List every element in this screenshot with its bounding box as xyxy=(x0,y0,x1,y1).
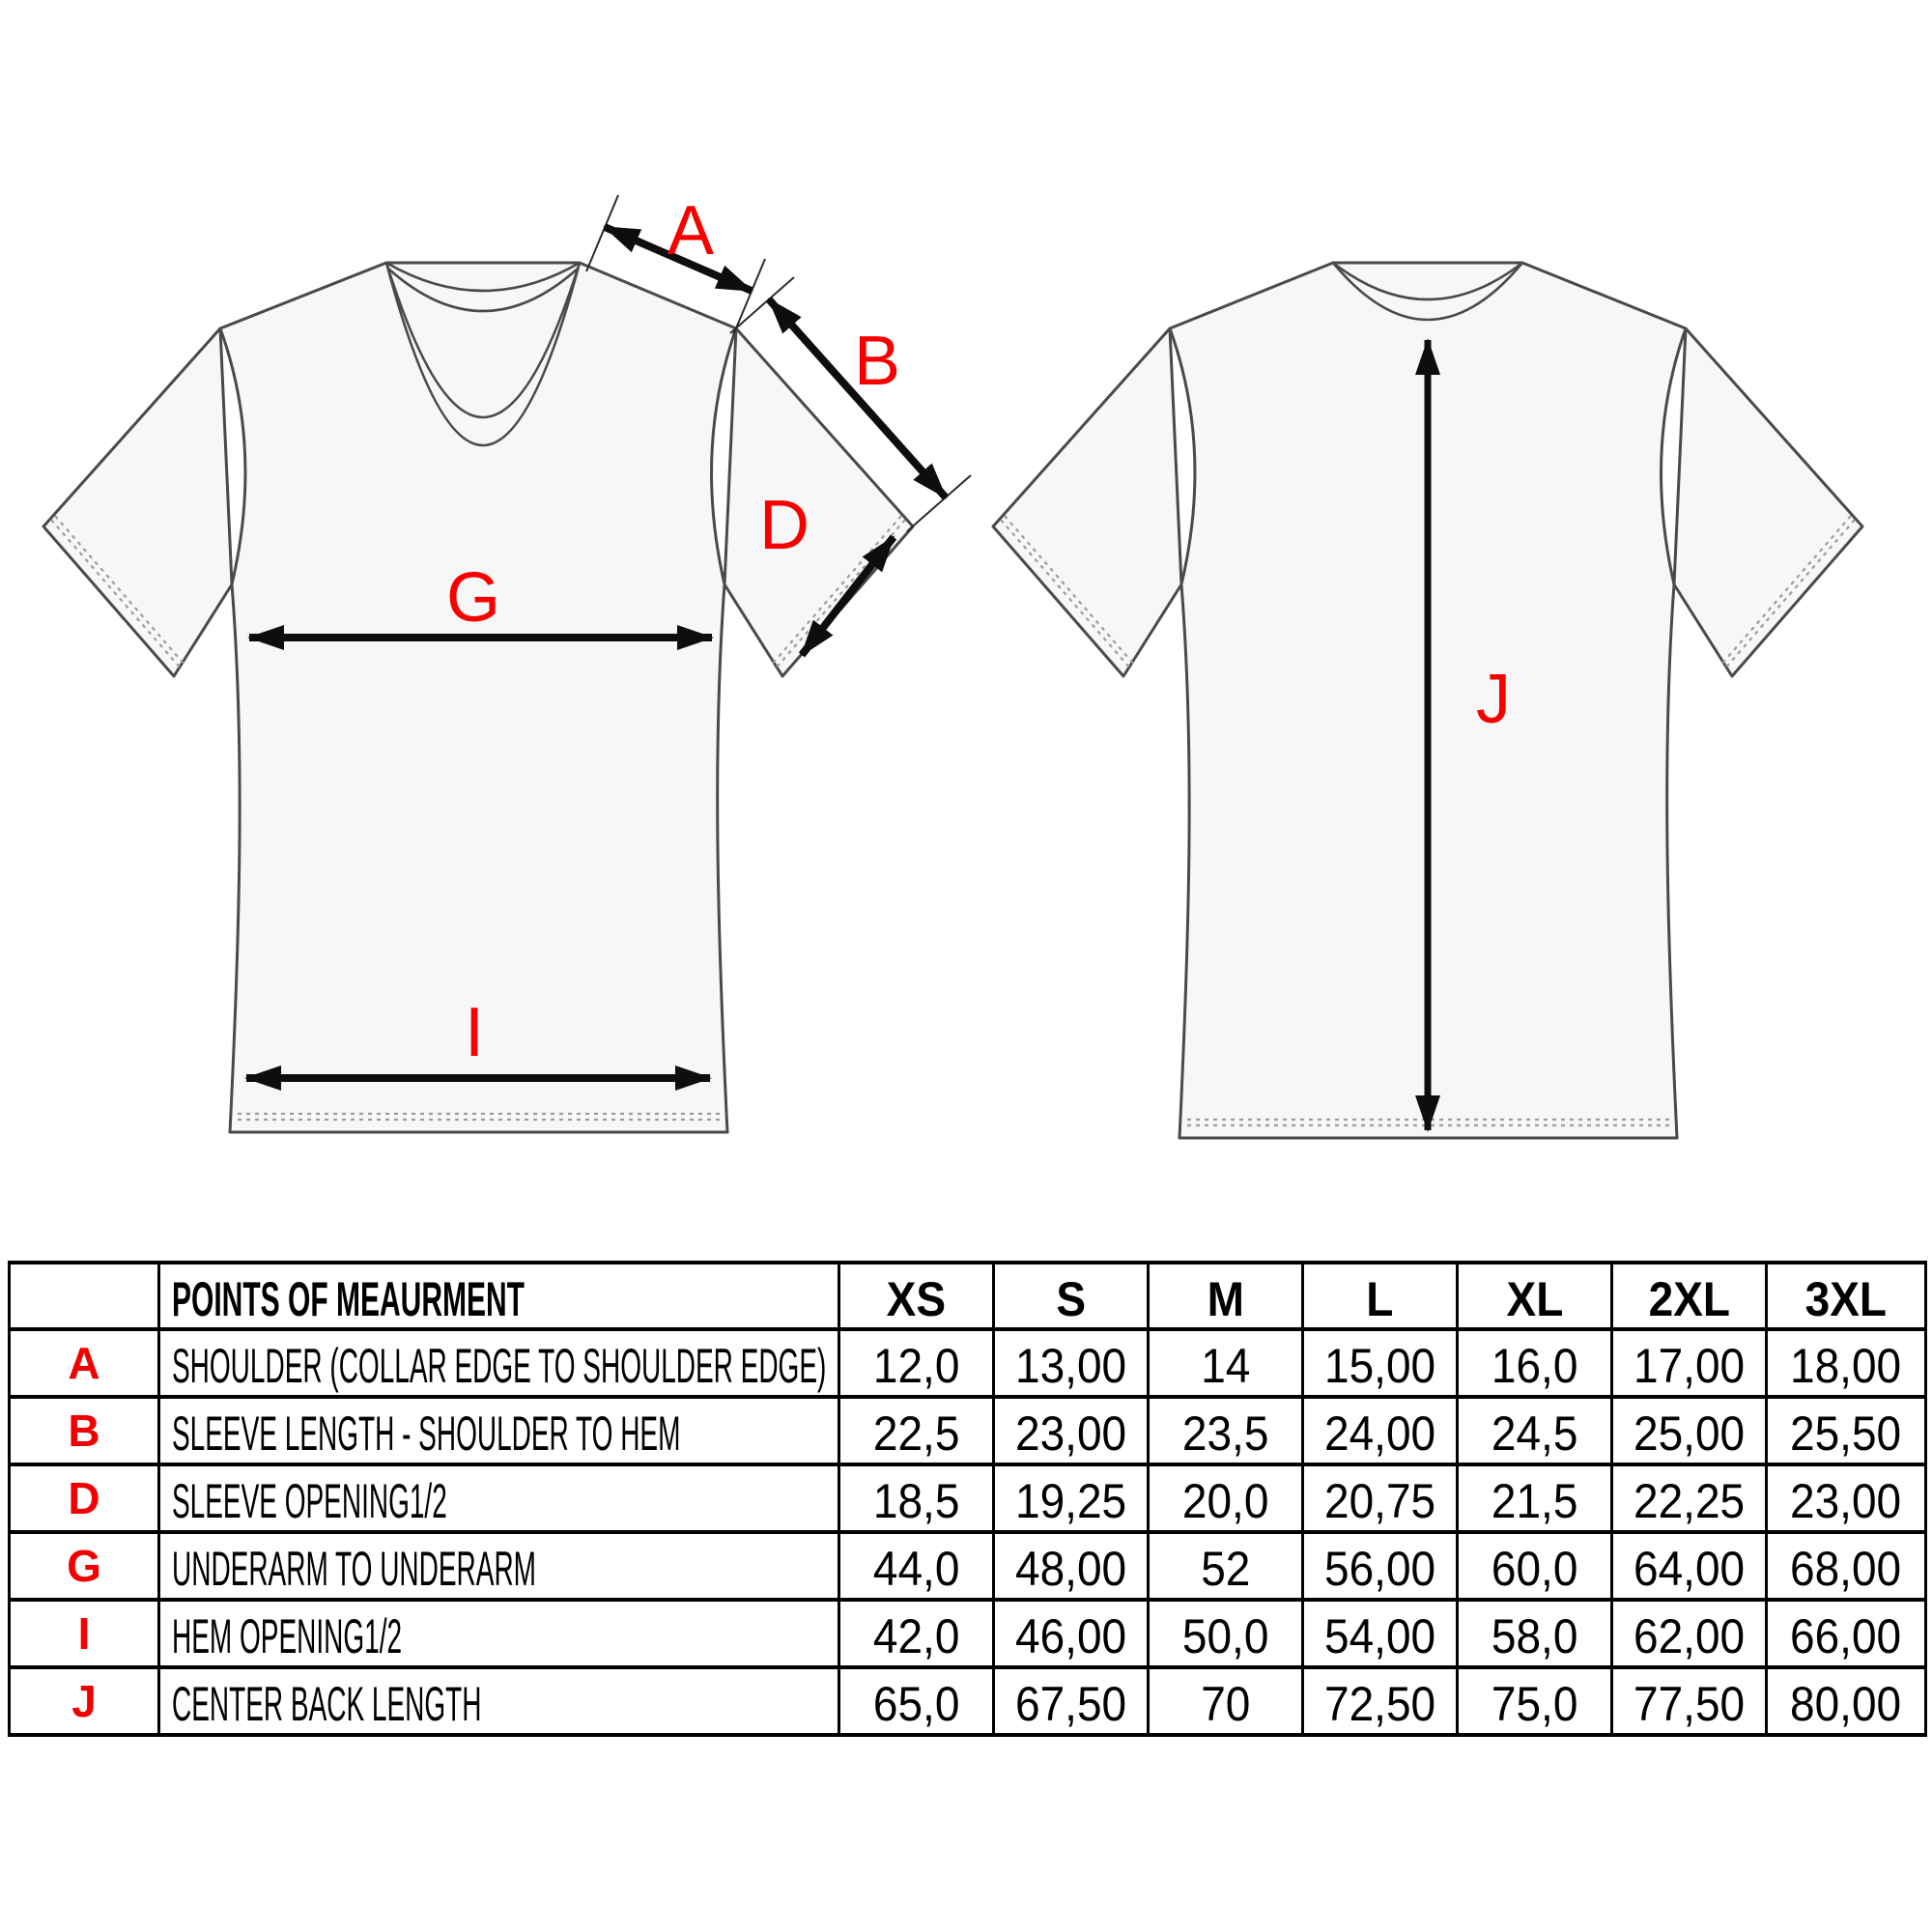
table-row-a xyxy=(10,1329,1926,1397)
measure-label-d: D xyxy=(759,487,810,564)
measure-label-b: B xyxy=(853,323,901,400)
value-cell: 56,00 xyxy=(1303,1532,1458,1600)
back-left-sleeve xyxy=(993,328,1181,676)
extension-line xyxy=(907,475,971,531)
header-size-xl: XL xyxy=(1458,1263,1612,1329)
front-left-sleeve xyxy=(43,328,232,676)
value-cell: 14 xyxy=(1149,1329,1303,1397)
table-row-b xyxy=(10,1397,1926,1464)
value-cell: 23,5 xyxy=(1149,1397,1303,1464)
value-cell: 12,0 xyxy=(839,1329,994,1397)
header-corner-cell xyxy=(10,1263,159,1329)
row-measurement-label: SLEEVE OPENING1/2 xyxy=(159,1464,839,1532)
value-cell: 44,0 xyxy=(839,1532,994,1600)
value-cell: 22,5 xyxy=(839,1397,994,1464)
tshirt-front-view xyxy=(43,192,971,1132)
back-right-sleeve xyxy=(1674,328,1862,676)
value-cell: 17,00 xyxy=(1612,1329,1767,1397)
value-cell: 19,25 xyxy=(994,1464,1149,1532)
value-cell: 42,0 xyxy=(839,1600,994,1667)
header-size-l: L xyxy=(1303,1263,1458,1329)
value-cell: 25,50 xyxy=(1767,1397,1926,1464)
table-header-row xyxy=(10,1263,1926,1329)
value-cell: 20,0 xyxy=(1149,1464,1303,1532)
value-cell: 60,0 xyxy=(1458,1532,1612,1600)
value-cell: 15,00 xyxy=(1303,1329,1458,1397)
measure-label-a: A xyxy=(667,192,715,270)
row-measurement-label: SLEEVE LENGTH - SHOULDER TO HEM xyxy=(159,1397,839,1464)
header-size-xs: XS xyxy=(839,1263,994,1329)
header-size-m: M xyxy=(1149,1263,1303,1329)
value-cell: 24,5 xyxy=(1458,1397,1612,1464)
value-cell: 52 xyxy=(1149,1532,1303,1600)
value-cell: 23,00 xyxy=(1767,1464,1926,1532)
value-cell: 20,75 xyxy=(1303,1464,1458,1532)
value-cell: 54,00 xyxy=(1303,1600,1458,1667)
value-cell: 16,0 xyxy=(1458,1329,1612,1397)
row-measurement-label: CENTER BACK LENGTH xyxy=(159,1667,839,1735)
value-cell: 50,0 xyxy=(1149,1600,1303,1667)
value-cell: 64,00 xyxy=(1612,1532,1767,1600)
value-cell: 22,25 xyxy=(1612,1464,1767,1532)
extension-line xyxy=(733,259,765,335)
value-cell: 23,00 xyxy=(994,1397,1149,1464)
tshirt-back-view xyxy=(993,263,1862,1138)
row-measurement-label: UNDERARM TO UNDERARM xyxy=(159,1532,839,1600)
value-cell: 67,50 xyxy=(994,1667,1149,1735)
value-cell: 24,00 xyxy=(1303,1397,1458,1464)
value-cell: 18,5 xyxy=(839,1464,994,1532)
value-cell: 25,00 xyxy=(1612,1397,1767,1464)
measure-label-j: J xyxy=(1476,661,1511,738)
row-letter: J xyxy=(10,1667,159,1735)
size-spec-table xyxy=(8,1261,1927,1737)
value-cell: 13,00 xyxy=(994,1329,1149,1397)
value-cell: 68,00 xyxy=(1767,1532,1926,1600)
value-cell: 62,00 xyxy=(1612,1600,1767,1667)
value-cell: 70 xyxy=(1149,1667,1303,1735)
header-size-2xl: 2XL xyxy=(1612,1263,1767,1329)
value-cell: 58,0 xyxy=(1458,1600,1612,1667)
row-letter: A xyxy=(10,1329,159,1397)
value-cell: 48,00 xyxy=(994,1532,1149,1600)
measure-label-g: G xyxy=(445,559,501,637)
value-cell: 66,00 xyxy=(1767,1600,1926,1667)
value-cell: 65,0 xyxy=(839,1667,994,1735)
row-measurement-label: SHOULDER (COLLAR EDGE TO SHOULDER EDGE) xyxy=(159,1329,839,1397)
header-size-s: S xyxy=(994,1263,1149,1329)
row-letter: B xyxy=(10,1397,159,1464)
value-cell: 21,5 xyxy=(1458,1464,1612,1532)
value-cell: 72,50 xyxy=(1303,1667,1458,1735)
value-cell: 77,50 xyxy=(1612,1667,1767,1735)
row-measurement-label: HEM OPENING1/2 xyxy=(159,1600,839,1667)
value-cell: 80,00 xyxy=(1767,1667,1926,1735)
table-row-j xyxy=(10,1667,1926,1735)
row-letter: G xyxy=(10,1532,159,1600)
measure-label-i: I xyxy=(464,994,485,1071)
value-cell: 46,00 xyxy=(994,1600,1149,1667)
value-cell: 75,0 xyxy=(1458,1667,1612,1735)
table-row-d xyxy=(10,1464,1926,1532)
table-row-g xyxy=(10,1532,1926,1600)
header-size-3xl: 3XL xyxy=(1767,1263,1926,1329)
size-spec-table-container xyxy=(8,1261,1924,1737)
table-row-i xyxy=(10,1600,1926,1667)
header-points-of-measurement: POINTS OF MEAURMENT xyxy=(159,1263,839,1329)
row-letter: D xyxy=(10,1464,159,1532)
value-cell: 18,00 xyxy=(1767,1329,1926,1397)
row-letter: I xyxy=(10,1600,159,1667)
